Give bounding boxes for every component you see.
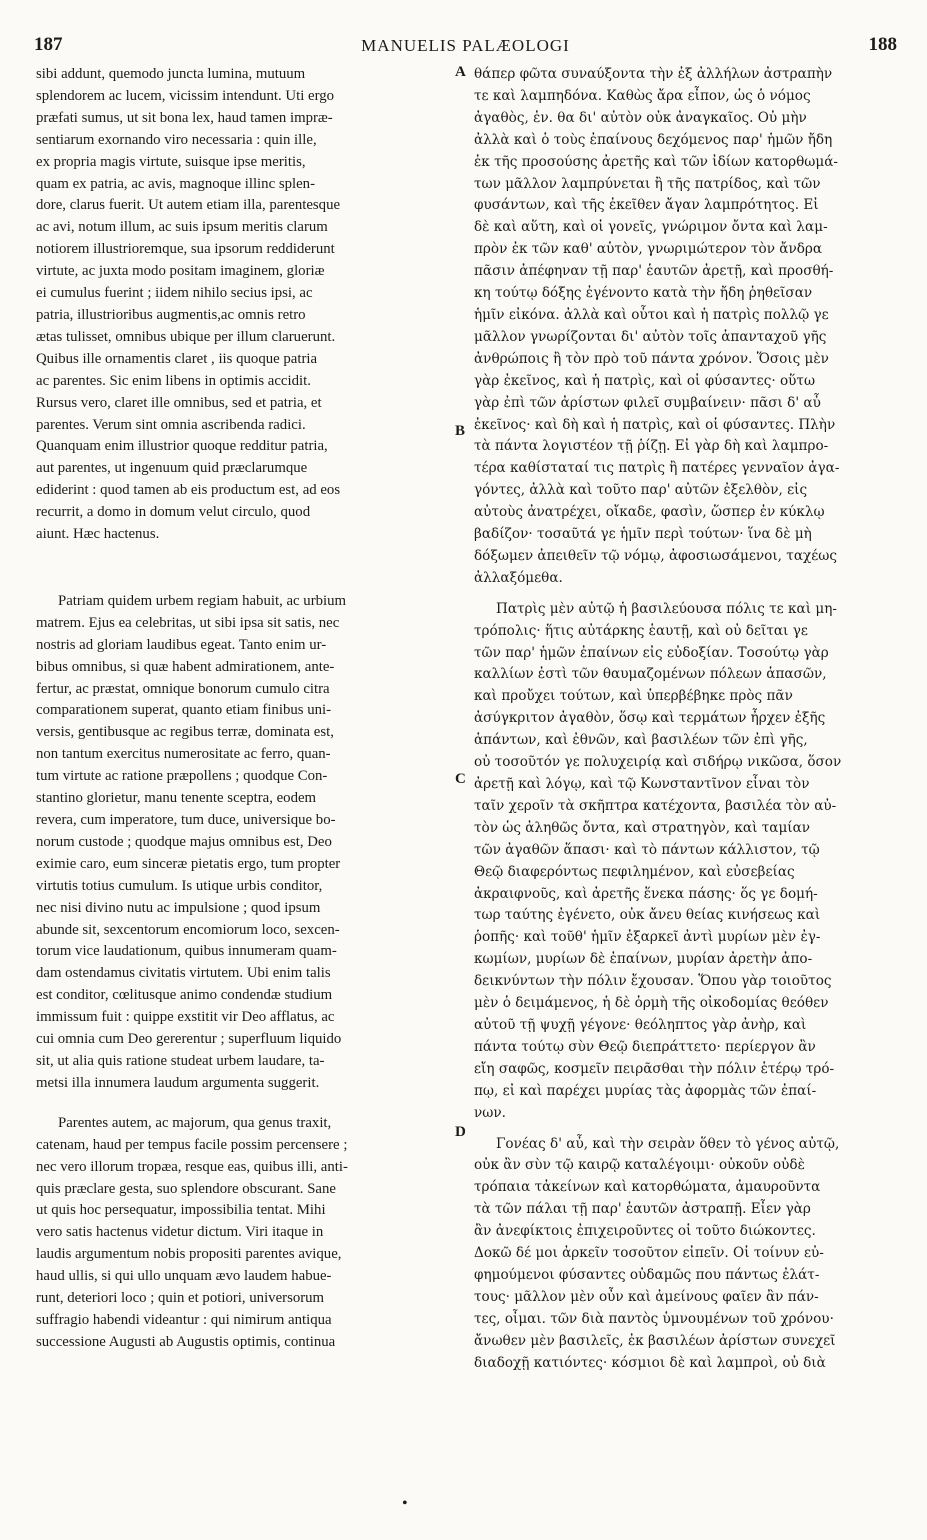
text-line: νων.	[474, 1104, 506, 1121]
text-line: αὐτοῦ τῇ ψυχῇ γέγονε· θεόληπτος γὰρ ἀνὴρ, καὶ	[474, 1016, 807, 1033]
text-line: suffragio habendi videantur : qui nimirum antiqua	[36, 1311, 332, 1328]
text-line: ἁπάντων, καὶ ἐθνῶν, καὶ βασιλέων τῶν ἐπὶ γῆς,	[474, 732, 808, 749]
text-line: αὐτοὺς ἀνατρέχει, οἴκαδε, φασὶν, ὥσπερ ἐν κύκλῳ	[474, 504, 825, 521]
text-line: τους· μᾶλλον μὲν οὖν καὶ ἀμείνους φαῖεν ἂν πάν-	[474, 1288, 819, 1305]
text-line: ἀλλαξόμεθα.	[474, 569, 563, 586]
text-line: τρόπολις· ἥτις αὐτάρκης ἑαυτῇ, καὶ οὐ δεῖται γε	[474, 622, 808, 639]
text-line: φυσάντων, καὶ τῆς ἐκεῖθεν ἄγαν λαμπρότητος. Εἰ	[474, 197, 819, 214]
text-line: haud ullis, si qui ullo unquam ævo laudem habue-	[36, 1268, 332, 1285]
text-line: τες, οἶμαι. τῶν διὰ παντὸς ὑμνουμένων τοῦ χρόνου·	[474, 1310, 834, 1327]
text-line: metsi illa innumera laudum argumenta suggerit.	[36, 1074, 320, 1091]
text-line: immissum fuit : quippe exstitit vir Deo afflatus, ac	[36, 1009, 335, 1026]
text-line: stantino glorietur, manu tenente sceptra, eodem	[36, 790, 317, 807]
text-line: ac avi, notum illum, ac suis ipsum meritis clarum	[36, 219, 328, 236]
text-line: torum vice laudationum, quibus innumeram quam-	[36, 943, 337, 960]
text-line: splendorem ac lucem, vicissim intendunt. Uti ergo	[36, 87, 335, 104]
text-line: τῶν παρ' ἡμῶν ἐπαίνων εἰς εὐδοξίαν. Τοσούτῳ γὰρ	[474, 644, 829, 661]
text-line: οὐκ ἂν σὺν τῷ καιρῷ καταλέγοιμι· οὐκοῦν οὐδὲ	[474, 1157, 805, 1174]
text-line: ῥοπῆς· καὶ τοῦθ' ἡμῖν ἐξαρκεῖ ἀντὶ μυρίων μὲν ἐγ-	[474, 929, 821, 946]
text-line: θάπερ φῶτα συναύξοντα τὴν ἐξ ἀλλήλων ἀστραπὴν	[474, 66, 833, 82]
text-line: πᾶσιν ἀπέφηναν τῇ παρ' ἑαυτῶν ἀρετῇ, καὶ προσθή-	[474, 263, 834, 280]
greek-paragraph-3	[474, 1134, 894, 1375]
text-line: tum virtute ac ratione præpollens ; quodque Con-	[36, 768, 328, 785]
text-line: runt, deteriori loco ; quin et potiori, universorum	[36, 1290, 325, 1307]
text-line: ut quis hoc persequatur, impossibilia tentat. Mihi	[36, 1202, 326, 1219]
text-line: revera, cum imperatore, tum duce, universique bo-	[36, 812, 336, 828]
text-line: est conditor, cœlitusque animo condendæ studium	[36, 987, 333, 1004]
text-line: catenam, haud per tempus facile possim percensere ;	[36, 1136, 348, 1153]
greek-paragraph-1	[474, 64, 894, 590]
footer-mark: •	[402, 1495, 408, 1512]
text-line: fertur, ac præstat, omnique bonorum cumulo citra	[36, 680, 330, 697]
text-line: sibi addunt, quemodo juncta lumina, mutuum	[36, 66, 306, 82]
text-line: δόξωμεν ἀπειθεῖν τῷ νόμῳ, ἀφοσιωσάμενοι, ταχέως	[474, 547, 837, 564]
text-line: διαδοχῇ κατιόντες· κόσμιοι δὲ καὶ λαμπροὶ, οὐ διὰ	[474, 1354, 826, 1371]
text-line: ediderint : quod tamen ab eis productum est, ad eos	[36, 482, 341, 499]
text-line: nec nisi divino nutu ac impulsione ; quod ipsum	[36, 899, 321, 916]
text-line: virtute, ac juxta modo positam imaginem, gloriæ	[36, 263, 325, 280]
text-line: quis præclare gesta, suo splendore obscurant. Sane	[36, 1180, 336, 1197]
text-line: Rursus vero, claret ille omnibus, sed et patria, et	[36, 394, 322, 411]
text-line: non tantum exercitus numerositate ac ferro, quan-	[36, 746, 331, 763]
text-line: τέρα καθίσταταί τις πατρὶς ἢ πατέρες γενναῖον ἀγα-	[474, 460, 840, 477]
text-line: γὰρ ἐκεῖνος, καὶ ἡ πατρὶς, καὶ οἱ φύσαντες· οὕτω	[474, 372, 816, 389]
text-line: virtutis totius cumulum. Is utique urbis conditor,	[36, 877, 323, 894]
text-line: successione Augusti ab Augustis optimis, continua	[36, 1333, 336, 1350]
text-line: Patriam quidem urbem regiam habuit, ac urbium	[58, 592, 347, 609]
text-line: norum custode ; quodque majus omnibus est, Deo	[36, 833, 332, 850]
text-line: ἀκραιφνοῦς, καὶ ἀρετῆς ἕνεκα πάσης· ὅς γε δομή-	[474, 885, 818, 902]
text-line: τὸν ὡς ἀληθῶς ὄντα, καὶ στρατηγὸν, καὶ ταμίαν	[474, 819, 811, 836]
text-line: aut parentes, ut ingenuum quid præclarumque	[36, 460, 308, 477]
text-line: ac parentes. Sic enim libens in optimis accidit.	[36, 372, 311, 389]
text-line: καλλίων ἐστὶ τῶν θαυμαζομένων πόλεων ἁπασῶν,	[474, 666, 827, 683]
text-line: patria, illustrioribus augmentis,ac omnis retro	[36, 306, 306, 323]
text-line: sit, ut alia quis ratione studeat urbem laudare, ta-	[36, 1052, 325, 1069]
text-line: comparationem superat, quanto etiam finibus uni-	[36, 702, 332, 719]
text-line: cui omnia cum Deo gererentur ; superfluum liquido	[36, 1031, 342, 1048]
text-line: Quanquam enim illustrior quoque redditur patria,	[36, 438, 328, 455]
text-line: Quibus ille ornamentis claret , iis quoque patria	[36, 350, 318, 367]
greek-paragraph-2	[474, 599, 894, 1125]
text-line: πρὸν ἐκ τῶν καθ' αὑτὸν, γνωριμώτερον τὸν ἄνδρα	[474, 241, 823, 258]
text-line: Γονέας δ' αὖ, καὶ τὴν σειρὰν ὅθεν τὸ γένος αὐτῷ,	[496, 1135, 840, 1152]
text-line: ætas tulisset, omnibus ubique per illum claruerunt.	[36, 328, 336, 345]
text-line: τῶν ἀγαθῶν ἅπασι· καὶ τὸ πάντων κάλλιστον, τῷ	[474, 841, 820, 858]
text-line: ex propria magis virtute, suisque ipse meritis,	[36, 153, 306, 170]
text-line: versis, gentibusque ac regibus terræ, dominata est,	[36, 724, 334, 741]
page-number-left: 187	[34, 34, 63, 55]
text-line: abunde sit, sexcentorum encomiorum loco, sexcen-	[36, 921, 340, 938]
text-line: οὐ τοσοῦτόν γε πολυχειρίᾳ καὶ σιδήρῳ νικῶσα, ὅσον	[474, 754, 842, 771]
text-line: parentes. Verum sint omnia ascribenda radici.	[36, 416, 306, 433]
text-line: τὰ πάντα λογιστέον τῇ ῥίζῃ. Εἰ γὰρ δὴ καὶ λαμπρο-	[474, 438, 829, 455]
text-line: dore, clarus fuerit. Ut autem etiam illa, parentesque	[36, 197, 341, 214]
text-line: Πατρὶς μὲν αὐτῷ ἡ βασιλεύουσα πόλις τε καὶ μη-	[496, 600, 837, 617]
section-marker-b: B	[455, 423, 466, 439]
text-line: ἡμῖν εἰκόνα. ἀλλὰ καὶ οὗτοι καὶ ἡ πατρὶς πολλῷ γε	[474, 306, 829, 323]
latin-paragraph-1	[36, 64, 454, 546]
text-line: ἐκ τῆς προσούσης ἀρετῆς καὶ τῶν ἰδίων κατορθωμά-	[474, 153, 838, 170]
text-line: τρόπαια τἀκείνων καὶ κατορθώματα, ἀμαυροῦντα	[474, 1179, 821, 1196]
text-line: notiorem illustrioremque, sua ipsorum reddiderunt	[36, 241, 335, 258]
text-line: dam ostendamus civitatis virtutem. Ubi enim talis	[36, 965, 331, 982]
text-line: ἄνωθεν μὲν βασιλεῖς, ἐκ βασιλέων ἀρίστων συνεχεῖ	[474, 1332, 836, 1349]
text-line: εἴη σαφῶς, κοσμεῖν πειρᾶσθαι τὴν πόλιν ἑτέρῳ τρό-	[474, 1060, 835, 1077]
text-line: quam ex patria, ac avis, magnoque illinc splen-	[36, 175, 315, 192]
text-line: φημούμενοι φύσαντες οὐδαμῶς που πάντως ἐλάτ-	[474, 1266, 820, 1283]
section-marker-a: A	[455, 64, 466, 80]
text-line: τε καὶ λαμπηδόνα. Καθὼς ἄρα εἶπον, ὡς ὁ νόμος	[474, 87, 811, 104]
text-line: ἂν ἀνεφίκτοις ἐπιχειροῦντες οἱ τοῦτο διώκοντες.	[474, 1223, 816, 1240]
page-number-right: 188	[868, 34, 897, 55]
text-line: nec vero illorum tropæa, resque eas, quibus illi, anti-	[36, 1158, 348, 1175]
text-line: δὲ καὶ αὕτη, καὶ οἱ γονεῖς, γνώριμον ὄντα καὶ λαμ-	[474, 219, 828, 236]
text-line: matrem. Ejus ea celebritas, ut sibi ipsa sit satis, nec	[36, 614, 340, 631]
text-line: Parentes autem, ac majorum, qua genus traxit,	[58, 1114, 332, 1131]
text-line: γὰρ ἐπὶ τῶν ἀρίστων φιλεῖ συμβαίνειν· πᾶσι δ' αὖ	[474, 394, 821, 411]
latin-paragraph-3	[36, 1113, 454, 1354]
text-line: aiunt. Hæc hactenus.	[36, 526, 160, 543]
text-line: πάντα τούτῳ σὺν Θεῷ διεπράττετο· περίεργον ἂν	[474, 1038, 816, 1055]
text-line: κη τούτῳ δόξης ἐγένοντο κατὰ τὴν ἤδη ῥηθεῖσαν	[474, 285, 813, 302]
text-line: ἀγαθὸς, ἐν. θα δι' αὐτὸν οὐκ ἀναγκαῖος. Οὐ μὴν	[474, 109, 807, 126]
text-line: δεικνύντων τὴν πόλιν ἔχουσαν. Ὅπου γὰρ τοιοῦτος	[474, 973, 832, 990]
section-marker-d: D	[455, 1124, 466, 1140]
text-line: ei cumulus fuerint ; iidem nihilo secius ipsi, ac	[36, 285, 313, 302]
text-line: Δοκῶ δέ μοι ἀρκεῖν τοσοῦτον εἰπεῖν. Οἱ τοίνυν εὐ-	[474, 1245, 824, 1262]
running-header	[34, 34, 897, 62]
text-line: πῳ, εἰ καὶ παρέχει μυρίας τὰς ἀφορμὰς τῶν ἐπαί-	[474, 1082, 817, 1099]
latin-paragraph-2	[36, 591, 454, 1095]
text-line: μὲν ὁ δειμάμενος, ἡ δὲ ὁρμὴ τῆς οἰκοδομίας θεόθεν	[474, 995, 829, 1012]
text-line: sentiarum exornando viro necessaria : quin ille,	[36, 131, 317, 148]
text-line: κωμίων, μυρίων δὲ ἐπαίνων, μυρίαν ἀρετὴν ἀπο-	[474, 951, 813, 968]
text-line: ἀνθρώποις ἢ τὸν πρὸ τοῦ πάντα χρόνον. Ὅσοις μὲν	[474, 350, 829, 367]
text-line: καὶ προὔχει τούτων, καὶ ὑπερβέβηκε πρὸς πᾶν	[474, 688, 793, 705]
text-line: ἀσύγκριτον ἀγαθὸν, ὅσῳ καὶ τερμάτων ἦρχεν ἐξῆς	[474, 710, 826, 727]
text-line: ταῖν χεροῖν τὰ σκῆπτρα κατέχοντα, βασιλέα τὸν αὐ-	[474, 797, 837, 814]
latin-column	[36, 64, 454, 1354]
text-line: βαδίζον· τοσαῦτά γε ἡμῖν περὶ τούτων· ἵνα δὲ μὴ	[474, 526, 812, 543]
running-title: MANUELIS PALÆOLOGI	[361, 36, 570, 55]
text-line: laudis argumentum nobis propositi parentes avique,	[36, 1246, 342, 1263]
text-line: nostris ad gloriam laudibus egeat. Tanto enim ur-	[36, 636, 327, 653]
text-line: Θεῷ διαφερόντως πεφιλημένον, καὶ εὐσεβείας	[474, 863, 795, 880]
text-line: præfati sumus, ut sit bona lex, haud tamen impræ-	[36, 109, 333, 126]
text-line: bibus omnibus, si quæ habent admirationem, ante-	[36, 658, 335, 675]
text-line: ἀρετῇ καὶ λόγῳ, καὶ τῷ Κωνσταντῖνον εἶναι τὸν	[474, 776, 810, 792]
text-line: vero satis hactenus videtur dictum. Viri itaque in	[36, 1224, 324, 1241]
text-line: γόντες, ἀλλὰ καὶ τοῦτο παρ' αὐτῶν ἐξελθὸν, εἰς	[474, 482, 808, 499]
text-line: των μᾶλλον λαμπρύνεται ἢ τῆς πατρίδος, καὶ τῶν	[474, 175, 821, 192]
text-line: τωρ ταύτης ἐγένετο, οὐκ ἄνευ θείας κινήσεως καὶ	[474, 907, 821, 924]
greek-column	[474, 64, 894, 1374]
text-line: μᾶλλον γνωρίζονται δι' αὐτὸν τοῖς ἁπανταχοῦ γῆς	[474, 328, 827, 345]
section-marker-c: C	[455, 771, 466, 787]
text-line: recurrit, a domo in domum velut circulo, quod	[36, 504, 311, 521]
text-line: eximie caro, eum sinceræ pietatis ergo, tum propter	[36, 855, 341, 872]
text-line: ἀλλὰ καὶ ὁ τοὺς ἐπαίνους δεχόμενος παρ' ἡμῶν ἤδη	[474, 131, 833, 148]
text-line: τὰ τῶν πάλαι τῇ παρ' ἑαυτῶν ἀστραπῇ. Εἶεν γὰρ	[474, 1201, 811, 1218]
text-line: ἐκεῖνος· καὶ δὴ καὶ ἡ πατρὶς, καὶ οἱ φύσαντες. Πλὴν	[474, 416, 836, 433]
